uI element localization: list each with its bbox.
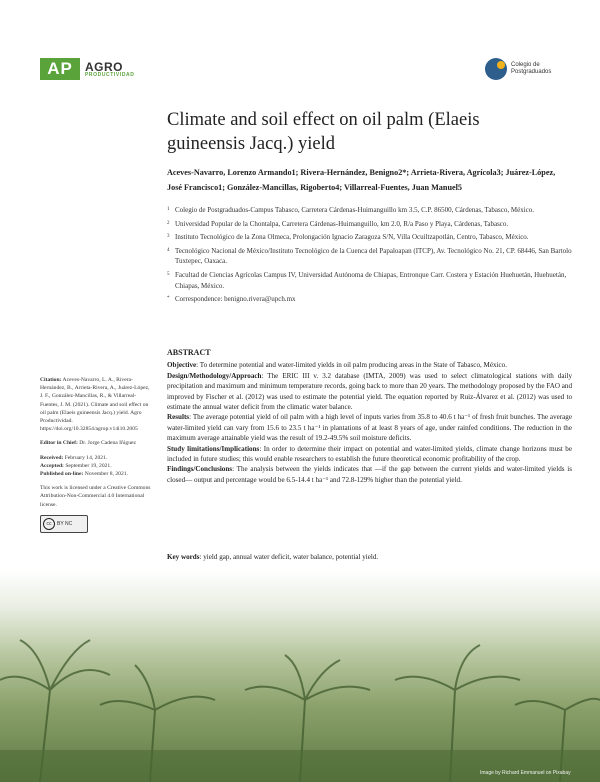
abstract-methods: Design/Methodology/Approach: The ERIC III v. 3.2 database (IMTA, 2009) was used to select climatological stations with daily precipitation and maximum and minimum temperature records, going back to more than 20 years. The methodology proposed by the FAO and improved by Fischer et al. (2012) was used to estimate the potential yield. The equation reported by Ruiz-Álvarez et al. (2012) was used to estimate the annual water deficit from the climatic water balance. [167, 371, 572, 412]
cc-license-badge[interactable] [40, 515, 88, 533]
citation: Citation: Aceves-Navarro, L. A., Rivera-Hernández, B., Arrieta-Rivera, A., Juárez-López, J. F., González-Mancillas, R., & Villarreal-Fuentes, J. M. (2021). Climate and soil effect on oil palm (Elaeis guineensis Jacq.) yield. Agro Productividad. https://doi.org/10.32854/agrop.v14i10.2005 [40, 377, 150, 433]
cp-logo-text: Colegio de Postgraduados [511, 61, 552, 75]
affiliation-item: 1 Colegio de Postgraduados-Campus Tabasco, Carretera Cárdenas-Huimanguillo km 3.5, C.P. 86500, Cárdenas, Tabasco, México. [167, 206, 534, 214]
author-list: Aceves-Navarro, Lorenzo Armando1; Rivera-Hernández, Benigno2*; Arrieta-Rivera, Agrícola3; Juárez-López, José Francisco1; González-Mancillas, Rigoberto4; Villarreal-Fuentes, Juan Manuel5 [167, 168, 556, 192]
cp-emblem-icon [485, 58, 507, 80]
dates: Received: February 14, 2021. Accepted: September 19, 2021. Published on-line: November 8, 2021. [40, 454, 128, 478]
affiliation-item: 5 Facultad de Ciencias Agrícolas Campus IV, Universidad Autónoma de Chiapas, Entronque Carr. Costera y Estación Huehuetán, Huehuetán, Chiapas, México. [167, 270, 567, 290]
logo-agro-text: AGRO [85, 59, 123, 74]
affiliation-item: 4 Tecnológico Nacional de México/Instituto Tecnológico de la Cuenca del Papaloapan (ITCP), Av. Tecnológico No. 21, CP. 68446, San Bartolo Tuxtepec, Oaxaca. [167, 246, 572, 266]
abstract-objective: Objective: To determine potential and water-limited yields in oil palm producing areas in the State of Tabasco, México. [167, 361, 507, 370]
agroproductividad-logo [40, 58, 134, 80]
license-text: This work is licensed under a Creative Commons Attribution-Non-Commercial 4.0 International license. [40, 485, 151, 508]
affiliations [167, 205, 572, 308]
abstract-heading: ABSTRACT [167, 348, 211, 357]
license-badge-text: BY NC [57, 520, 73, 527]
photo-credit: Image by Richard Emmanuel on Pixabay [480, 770, 571, 776]
abstract-section [167, 348, 572, 485]
keywords: Key words: yield gap, annual water deficit, water balance, potential yield. [167, 553, 379, 561]
oil-palm-plantation-image [0, 570, 600, 782]
correspondence-email: * Correspondence: benigno.rivera@upch.mx [167, 295, 296, 304]
abstract-limitations: Study limitations/Implications: In order to determine their impact on potential and water-limited yields, climate change horizons must be included in future studies; this would enable researchers to establish the future theoretical economic profitability of the crop. [167, 444, 573, 464]
logo-productividad-text: PRODUCTIVIDAD [85, 71, 135, 78]
affiliation-item: 3 Instituto Tecnológico de la Zona Olmeca, Prolongación Ignacio Zaragoza S/N, Villa Ocuiltzapotlán, Centro, Tabasco, México. [167, 233, 529, 242]
colegio-postgraduados-logo [485, 58, 561, 80]
cc-icon: cc [43, 518, 55, 530]
palm-silhouettes [0, 570, 600, 782]
article-title: Climate and soil effect on oil palm (Elaeis guineensis Jacq.) yield [167, 110, 480, 154]
affiliation-item: 2 Universidad Popular de la Chontalpa, Carretera Cárdenas-Huimanguillo, km 2.0, R/a Paso y Playa, Cárdenas, Tabasco. [167, 219, 509, 228]
ap-logo-mark: AP [40, 58, 80, 80]
abstract-findings: Findings/Conclusions: The analysis between the yields indicates that —if the gap between the current yields and water-limited yields is closed— output and percentage would be 6.5-14.4 t ha⁻¹ and 72.8-129% higher than the potential yield. [167, 465, 572, 484]
editor-in-chief: Editor in Chief: Dr. Jorge Cadena Iñiguez [40, 440, 136, 447]
abstract-results: Results: The average potential yield of oil palm with a high level of inputs varies from 35.8 to 40.6 t ha⁻¹ of fresh fruit bunches. The average water-limited yield can vary from 15.6 to 23.5 t ha⁻¹ in plantations of at least 8 years of age, under rainfed conditions. The reduction in the maximum average attainable yield was the result of 19.2-49.5% soil moisture deficits. [167, 413, 572, 443]
article-info-sidebar [40, 376, 152, 533]
